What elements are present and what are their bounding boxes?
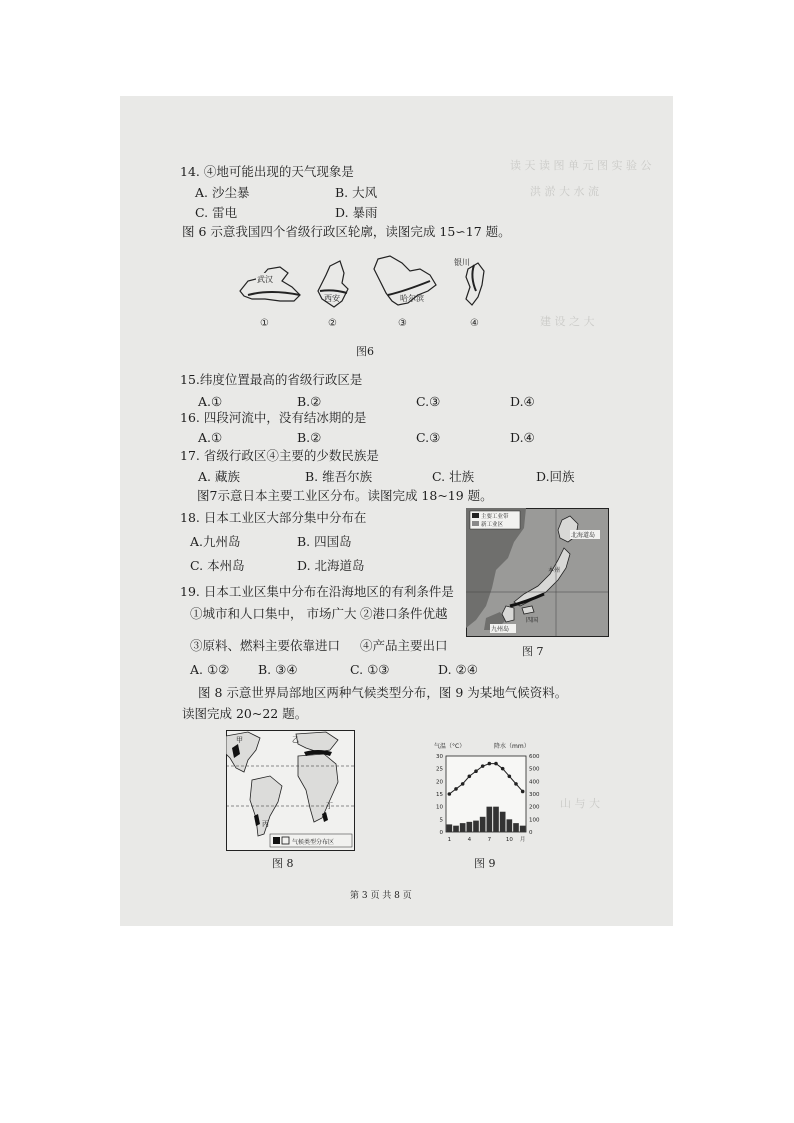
plot-area: [446, 756, 526, 832]
x-tick: 4: [467, 837, 472, 843]
temp-point: [494, 762, 498, 766]
q17-option-a: A. 藏族: [198, 469, 240, 484]
y-right-tick: 500: [529, 766, 540, 773]
temp-point: [448, 792, 452, 796]
q15-option-c: C.③: [416, 394, 441, 409]
legend-main-belt: 主要工业带: [481, 514, 509, 520]
fig9-caption: 图 9: [474, 857, 496, 870]
x-tick: 10: [505, 837, 513, 843]
label-honshu: 本州: [548, 567, 561, 574]
chart-ylabel-left: 气温（°C）: [434, 743, 466, 750]
precip-bar: [500, 812, 506, 832]
x-tick: 7: [487, 837, 492, 843]
y-left-tick: 15: [436, 792, 443, 798]
y-right-tick: 0: [529, 830, 533, 836]
fig6-num-1: ①: [260, 318, 269, 329]
temp-point: [468, 774, 472, 778]
precip-bar: [513, 823, 519, 832]
bleed-through-text: 洪 淤 大 水 流: [530, 185, 599, 198]
river-2: [320, 290, 347, 293]
q19-option-a: A. ①②: [190, 662, 230, 677]
temp-point: [508, 774, 512, 778]
label-hokkaido: 北海道岛: [571, 532, 596, 539]
fig6-province-outlines: [230, 251, 500, 336]
legend-new-area: 新工业区: [481, 522, 504, 528]
y-left-tick: 25: [436, 766, 443, 773]
q19-statement-4: ④产品主要出口: [360, 638, 448, 653]
fig9-climate-chart: [424, 736, 548, 848]
precip-bar: [473, 821, 479, 832]
q19-statement-1: ①城市和人口集中， 市场广大: [190, 606, 357, 621]
fig8-9-intro: 图 8 示意世界局部地区两种气候类型分布，图 9 为某地气候资料。: [198, 685, 568, 700]
question-19-stem: 19. 日本工业区集中分布在沿海地区的有利条件是: [180, 584, 454, 599]
temp-point: [461, 782, 465, 786]
exam-page: [120, 96, 673, 926]
bleed-through-text: 山 与 大: [560, 797, 600, 810]
q18-option-a: A.九州岛: [190, 534, 241, 549]
bleed-through-text: 读 天 读 图 单 元 图 实 验 公: [510, 159, 652, 172]
q15-option-d: D.④: [510, 394, 535, 409]
precip-bar: [487, 807, 493, 832]
fig7-caption: 图 7: [522, 645, 544, 658]
q19-option-d: D. ②④: [438, 662, 478, 677]
bleed-through-text: 建 设 之 大: [540, 315, 595, 328]
q14-option-a: A. 沙尘暴: [195, 185, 250, 200]
y-left-tick: 10: [436, 804, 443, 811]
fig8-world-map: [226, 730, 356, 852]
precip-bar: [493, 807, 499, 832]
temp-point: [454, 787, 458, 791]
temp-point: [488, 762, 492, 766]
map-label-ding: 丁: [326, 802, 333, 810]
precip-bar: [453, 826, 459, 832]
temp-point: [481, 764, 485, 768]
q14-option-d: D. 暴雨: [335, 205, 378, 220]
q18-option-d: D. 北海道岛: [297, 558, 365, 573]
city-label-harbin: 哈尔滨: [400, 294, 424, 303]
temp-point: [501, 767, 505, 771]
question-15-stem: 15.纬度位置最高的省级行政区是: [180, 372, 363, 387]
q17-option-c: C. 壮族: [432, 469, 475, 484]
q15-option-b: B.②: [297, 394, 322, 409]
fig6-intro: 图 6 示意我国四个省级行政区轮廓，读图完成 15∽17 题。: [182, 224, 511, 239]
y-right-tick: 300: [529, 792, 540, 798]
q18-option-c: C. 本州岛: [190, 558, 245, 573]
fig8-caption: 图 8: [272, 857, 294, 870]
q14-option-b: B. 大风: [335, 185, 378, 200]
y-right-tick: 100: [529, 817, 540, 824]
q16-option-d: D.④: [510, 430, 535, 445]
fig7-intro: 图7示意日本主要工业区分布。读图完成 18~19 题。: [197, 488, 493, 503]
precip-bar: [520, 826, 526, 832]
x-axis-label: 月: [519, 837, 526, 843]
river-1: [248, 292, 300, 295]
precip-bar: [467, 822, 473, 832]
map-label-jia: 甲: [236, 736, 243, 744]
q17-option-d: D.回族: [536, 469, 575, 484]
river-4: [472, 265, 476, 291]
chart-ylabel-right: 降水（mm）: [494, 743, 530, 750]
q19-statement-2: ②港口条件优越: [360, 606, 448, 621]
y-left-tick: 0: [439, 830, 443, 836]
q15-option-a: A.①: [198, 394, 223, 409]
fig6-num-3: ③: [398, 318, 407, 329]
fig6-caption: 图6: [356, 345, 374, 358]
map-label-bing: 丙: [262, 820, 269, 828]
city-label-wuhan: 武汉: [257, 275, 273, 284]
fig8-9-intro-line2: 读图完成 20~22 题。: [182, 706, 308, 721]
city-label-xian: 西安: [324, 294, 340, 303]
label-shikoku: 四国: [526, 617, 539, 624]
q14-option-c: C. 雷电: [195, 205, 238, 220]
fig6-num-4: ④: [470, 318, 479, 329]
question-17-stem: 17. 省级行政区④主要的少数民族是: [180, 448, 379, 463]
y-right-tick: 200: [529, 804, 540, 811]
q18-option-b: B. 四国岛: [297, 534, 352, 549]
q19-option-b: B. ③④: [258, 662, 298, 677]
temp-point: [474, 769, 478, 773]
precip-bar: [480, 817, 486, 832]
temp-point: [521, 790, 525, 794]
q16-option-a: A.①: [198, 430, 223, 445]
province-outline-4: [466, 263, 484, 305]
precip-bar: [507, 819, 513, 832]
precip-bar: [447, 824, 453, 832]
y-left-tick: 20: [436, 779, 443, 786]
x-tick: 1: [447, 837, 452, 843]
y-right-tick: 400: [529, 779, 540, 786]
q17-option-b: B. 维吾尔族: [305, 469, 373, 484]
city-label-yinchuan: 银川: [454, 258, 470, 267]
q19-statement-3: ③原料、燃料主要依靠进口: [190, 638, 341, 653]
fig6-num-2: ②: [328, 318, 337, 329]
y-left-tick: 5: [439, 817, 443, 824]
q19-option-c: C. ①③: [350, 662, 390, 677]
question-14-stem: 14. ④地可能出现的天气现象是: [180, 164, 354, 179]
question-16-stem: 16. 四段河流中，没有结冰期的是: [180, 410, 367, 425]
page-footer: 第 3 页 共 8 页: [350, 891, 412, 901]
temp-point: [514, 782, 518, 786]
y-left-tick: 30: [436, 754, 443, 760]
precip-bar: [460, 823, 466, 832]
legend-climate-zone: 气候类型分布区: [292, 839, 335, 846]
label-kyushu: 九州岛: [491, 626, 510, 633]
question-18-stem: 18. 日本工业区大部分集中分布在: [180, 510, 367, 525]
map-label-yi: 乙: [292, 736, 299, 744]
q16-option-b: B.②: [297, 430, 322, 445]
fig7-japan-map: [466, 508, 610, 638]
q16-option-c: C.③: [416, 430, 441, 445]
y-right-tick: 600: [529, 754, 540, 760]
